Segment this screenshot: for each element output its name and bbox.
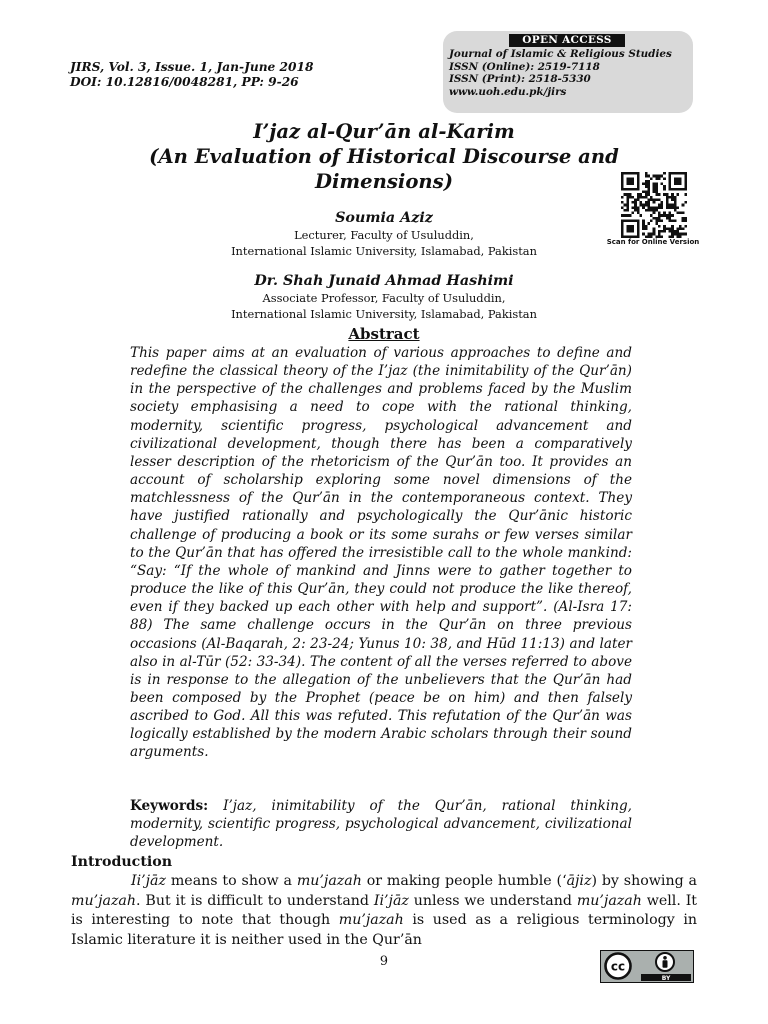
intro-term: Ii’jāz: [373, 892, 409, 909]
intro-term: mu’jazah: [71, 892, 137, 909]
intro-text-run: is used as a religious terminology in Islamic literature it is neither used in the Qur’ān: [71, 912, 697, 948]
author-position-1: Lecturer, Faculty of Usuluddin,: [294, 228, 474, 242]
intro-text-run: well. It is interesting to note that though: [71, 892, 698, 929]
issn-online: ISSN (Online): 2519-7118: [449, 60, 600, 73]
intro-term: mu’jazah: [576, 892, 642, 909]
by-label: BY: [661, 975, 671, 981]
by-attribution-icon: [656, 953, 674, 971]
intro-text-run: ) by showing a: [591, 873, 697, 889]
cc-icon: [606, 954, 631, 979]
abstract-text: This paper aims at an evaluation of various approaches to define and redefine the classical theory of the I’jaz (the inimitability of the Qur’ān) in the perspective of the challenges and problems faced by the Muslim society emphasising a need to cope with the rational thinking, modernity, scientific progress, psychological advancement and civilizational development, though there has been a comparatively lesser description of the rhetoricism of the Qur’ān too. It provides an account of scholarship exploring some novel dimensions of the matchlessness of the Qur’ān in the contemporaneous context. They have justified rationally and psychologically the Qur’ānic historic challenge of producing a book or its some surahs or few verses similar to the Qur’ān that has offered the irresistible call to the whole mankind: “Say: “If the whole of mankind and Jinns were to gather together to produce the like of this Qur’ān, they could not produce the like thereof, even if they backed up each other with help and support”. (Al-Isra 17: 88) The same challenge occurs in the Qur’ān on three previous occasions (Al-Baqarah, 2: 23-24; Yunus 10: 38, and Hūd 11:13) and later also in al-Tūr (52: 33-34). The content of all the verses referred to above is in response to the allegation of the unbelievers that the Qur’ān had been composed by the Prophet (peace be on him) and then falsely ascribed to God. All this was refuted. This refutation of the Qur’ān was logically established by the modern Arabic scholars through their sound arguments.: [130, 345, 632, 761]
journal-website[interactable]: www.uoh.edu.pk/jirs: [449, 85, 567, 98]
journal-citation: JIRS, Vol. 3, Issue. 1, Jan-June 2018: [70, 60, 314, 74]
intro-text-run: means to show a: [165, 873, 297, 889]
author-position-2: Associate Professor, Faculty of Usuluddin,: [262, 291, 506, 305]
keywords-paragraph: [130, 797, 632, 852]
intro-text-run: unless we understand: [408, 892, 577, 909]
introduction-text: [71, 872, 697, 950]
journal-doi: DOI: 10.12816/0048281, PP: 9-26: [70, 75, 299, 89]
journal-name: Journal of Islamic & Religious Studies: [449, 48, 672, 60]
open-access-details: [449, 48, 672, 98]
title-line-2: (An Evaluation of Historical Discourse and: [149, 145, 619, 168]
intro-term: mu’jazah: [338, 912, 404, 929]
title-line-1: I’jaz al-Qur’ān al-Karim: [253, 120, 515, 143]
intro-text-run: or making people humble (‘: [361, 873, 567, 889]
keywords-text: I’jaz, inimitability of the Qur’ān, rational thinking, modernity, scientific progress, psychological advancement, civilizational development.: [130, 798, 632, 851]
abstract-heading: Abstract: [348, 325, 420, 343]
title-line-3: Dimensions): [315, 170, 453, 193]
intro-term: Ii’jāz: [131, 873, 166, 889]
issn-print: ISSN (Print): 2518-5330: [449, 73, 591, 86]
page-number: 9: [379, 954, 389, 969]
introduction-heading: Introduction: [71, 854, 173, 870]
author-name-2: Dr. Shah Junaid Ahmad Hashimi: [254, 273, 514, 289]
intro-text-run: . But it is difficult to understand: [136, 892, 374, 909]
paper-title: [100, 119, 668, 194]
intro-term: mu’jazah: [296, 873, 362, 889]
author-institution-2: International Islamic University, Islamabad, Pakistan: [231, 307, 537, 321]
keywords-label: Keywords:: [130, 798, 209, 814]
journal-citation-block: [70, 60, 313, 90]
author-institution-1: International Islamic University, Islamabad, Pakistan: [231, 244, 537, 258]
cc-license-badge[interactable]: [600, 950, 694, 983]
open-access-label: OPEN ACCESS: [509, 34, 625, 47]
qr-caption: Scan for Online Version: [606, 238, 700, 246]
author-name-1: Soumia Aziz: [335, 210, 433, 226]
svg-text:cc: cc: [610, 959, 626, 974]
intro-term: ājiz: [566, 873, 592, 889]
